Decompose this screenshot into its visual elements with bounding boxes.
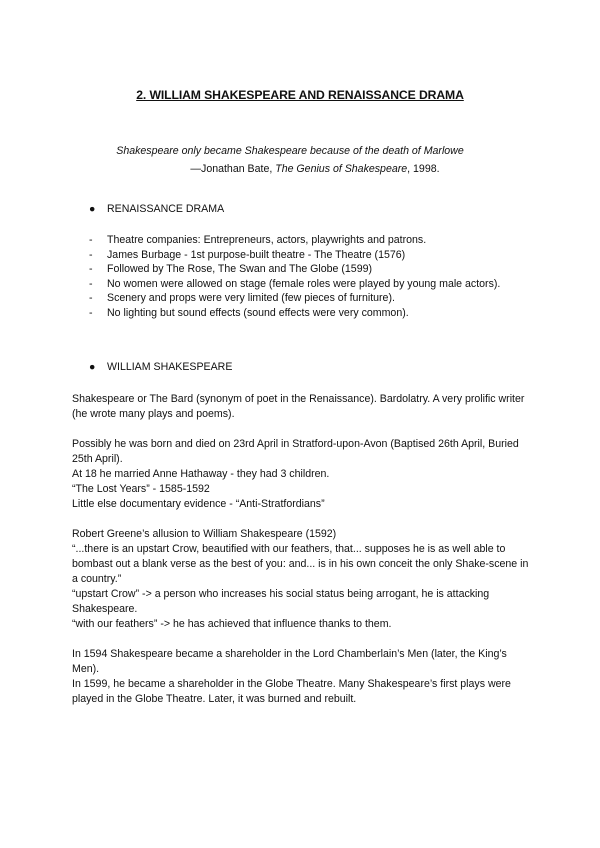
paragraph: Possibly he was born and died on 23rd April in Stratford-upon-Avon (Baptised 26th April, Buried 25th April). (72, 438, 519, 465)
renaissance-drama-list (89, 233, 500, 320)
bullet-icon: ● (89, 361, 96, 373)
dash-marker: - (89, 248, 93, 261)
dash-marker: - (89, 263, 93, 275)
list-item: - Scenery and props were very limited (few pieces of furniture). (89, 292, 395, 304)
paragraph: Shakespeare or The Bard (synonym of poet in the Renaissance). Bardolatry. A very prolific writer (he wrote many plays and poems). (72, 393, 525, 420)
paragraph: In 1599, he became a shareholder in the Globe Theatre. Many Shakespeare’s first plays were played in the Globe Theatre. Later, it was burned and rebuilt. (72, 678, 511, 705)
attribution-work: The Genius of Shakespeare (275, 163, 408, 175)
paragraph: “with our feathers” -> he has achieved that influence thanks to them. (72, 618, 392, 630)
attribution-suffix: , 1998. (407, 163, 440, 175)
paragraph: Robert Greene’s allusion to William Shakespeare (1592) (72, 528, 337, 540)
section-heading-renaissance-drama (89, 203, 224, 215)
paragraph: Little else documentary evidence - “Anti-Stratfordians” (72, 498, 325, 510)
shakespeare-body (72, 392, 532, 707)
section-heading-label: RENAISSANCE DRAMA (107, 203, 225, 215)
list-item: - James Burbage - 1st purpose-built theatre - The Theatre (1576) (89, 248, 406, 261)
attribution-prefix: —Jonathan Bate, (190, 163, 276, 175)
dash-marker: - (89, 277, 93, 290)
dash-marker: - (89, 234, 93, 246)
paragraph: “The Lost Years” - 1585-1592 (72, 483, 210, 495)
dash-marker: - (89, 292, 93, 304)
paragraph: In 1594 Shakespeare became a shareholder in the Lord Chamberlain’s Men (later, the King’s Men). (72, 648, 507, 675)
paragraph: “...there is an upstart Crow, beautified with our feathers, that... supposes he is as well able to bombast out a blank verse as the best of you: and... is in his own conceit the only Shake-scene in a country.” (72, 543, 529, 585)
document-title: 2. WILLIAM SHAKESPEARE AND RENAISSANCE DRAMA (136, 88, 464, 102)
list-item: - No women were allowed on stage (female roles were played by young male actors). (89, 277, 501, 290)
epigraph (0, 142, 600, 178)
section-heading-william-shakespeare (89, 361, 232, 373)
list-item: - Theatre companies: Entrepreneurs, actors, playwrights and patrons. (89, 234, 427, 246)
section-heading-label: WILLIAM SHAKESPEARE (107, 361, 233, 373)
paragraph: At 18 he married Anne Hathaway - they had 3 children. (72, 468, 330, 480)
list-item: - No lighting but sound effects (sound effects were very common). (89, 306, 409, 319)
bullet-icon: ● (89, 203, 96, 215)
epigraph-quote: Shakespeare only became Shakespeare because of the death of Marlowe (116, 145, 464, 157)
epigraph-attribution (0, 160, 600, 178)
paragraph: “upstart Crow” -> a person who increases his social status being arrogant, he is attacking Shakespeare. (72, 588, 490, 615)
list-item: - Followed by The Rose, The Swan and The Globe (1599) (89, 263, 373, 275)
dash-marker: - (89, 306, 93, 319)
